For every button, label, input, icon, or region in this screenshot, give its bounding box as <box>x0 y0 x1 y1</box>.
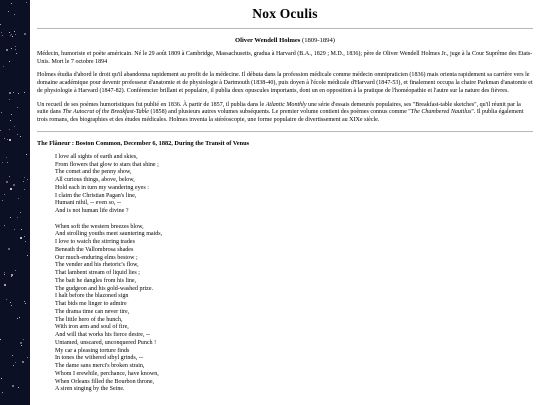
star-dot <box>2 200 3 201</box>
poem-line: And is not human life divine ? <box>55 208 129 215</box>
poem-line: I halt before the blazoned sign <box>55 293 129 300</box>
star-dot <box>11 114 12 115</box>
star-dot <box>24 33 26 35</box>
poem-line: Whom I erewhile, perchance, have known, <box>55 370 159 377</box>
poem-line: With iron arm and soul of fire, <box>55 324 129 331</box>
star-dot <box>9 32 10 33</box>
magazine-title: Atlantic Monthly <box>265 101 307 108</box>
star-dot <box>22 361 24 363</box>
poem-line: From flowers that glow to stars that shine ; <box>55 161 159 168</box>
star-dot <box>21 229 22 230</box>
star-dot <box>2 162 3 163</box>
poem-line: All curious things, above, below, <box>55 177 135 184</box>
star-dot <box>19 317 20 318</box>
poem-line: Humani nihil, -- even so, -- <box>55 200 121 207</box>
star-dot <box>10 217 11 218</box>
star-dot <box>7 162 8 163</box>
bio-paragraph-2: Holmes étudia d'abord le droit qu'il abandonna rapidement au profit de la médecine. Il débuta dans la profession médicale comme médecin omnipraticien (1836) mais orienta rapidement sa carrière vers le domaine académique pour devenir professeur d'anatomie et de physiologie à Dartmouth (1838-40), puis doyen à l'école médicale d'Harvard (1847-53), et finalement occupa la chaire Parkman d'anatomie et de physiologie à Harvard (1847-82). Conférencier brillant et populaire, il publia deux opuscules importants, dont un en opposition à la pratique de l'homéopathie et l'autre sur la nature des fièvres. <box>37 72 533 94</box>
star-dot <box>4 225 5 226</box>
poem-line: The bait he dangles from his line, <box>55 277 137 284</box>
poem-line: The drama time can never tire, <box>55 308 130 315</box>
bio-text: une série d'essais demeurés populaires, ses "Breakfast-table sketches", qu'il réunit par la suite dans <box>37 101 521 116</box>
main-content <box>37 0 533 405</box>
bio-paragraph-3 <box>37 102 533 125</box>
star-dot <box>18 198 19 199</box>
star-dot <box>15 362 16 363</box>
star-dot <box>3 66 4 67</box>
star-dot <box>9 99 10 100</box>
star-dot <box>23 181 24 182</box>
star-dot <box>10 35 11 36</box>
star-dot <box>15 46 16 47</box>
star-dot <box>13 92 14 93</box>
star-dot <box>10 302 11 303</box>
star-dot <box>6 157 7 158</box>
star-dot <box>27 255 28 256</box>
star-dot <box>20 136 21 137</box>
star-dot <box>10 120 11 121</box>
poem-line: I love all sights of earth and skies, <box>55 153 138 160</box>
poem-line: And strolling youths meet sauntering maids, <box>55 231 163 238</box>
star-dot <box>24 177 25 178</box>
star-dot <box>6 49 8 51</box>
star-dot <box>14 14 15 15</box>
starfield-sidebar <box>0 0 30 405</box>
divider <box>37 28 533 29</box>
poem-line: That bids me linger to admire <box>55 301 127 308</box>
star-dot <box>17 134 18 135</box>
star-dot <box>0 24 1 25</box>
star-dot <box>23 339 24 340</box>
star-dot <box>26 2 27 3</box>
star-dot <box>25 303 26 304</box>
poem-line: When soft the western breezes blow, <box>55 223 144 230</box>
star-dot <box>24 189 25 190</box>
poem-line: Hold each in turn my wandering eyes : <box>55 184 149 191</box>
author-dates: (1809-1894) <box>302 37 335 44</box>
poem-title: The Flâneur : Boston Common, December 6, 1882, During the Transit of Venus <box>37 139 250 147</box>
star-dot <box>9 129 10 130</box>
star-dot <box>7 139 8 140</box>
star-dot <box>8 248 10 250</box>
star-dot <box>18 387 19 388</box>
poem-line: When Orleans filled the Bourbon throne, <box>55 378 155 385</box>
star-dot <box>0 339 1 340</box>
poem-line: I claim the Christian Pagan's line, <box>55 192 137 199</box>
poem-line: The little hero of the hunch, <box>55 316 123 323</box>
star-dot <box>20 237 22 239</box>
star-dot <box>27 179 28 180</box>
poem-stanza <box>55 154 533 216</box>
star-dot <box>6 299 7 300</box>
bio-text: ". Il publia également trois romans, des biographies et des études médicales. Holmes inventa la stéréoscopie, une forme populaire de divertissement au XIXe siècle. <box>37 109 524 124</box>
star-dot <box>11 305 12 306</box>
poem-line: That lambent stream of liquid lies ; <box>55 270 140 277</box>
star-dot <box>4 272 5 273</box>
book-title: The Autocrat of the Breakfast-Table <box>62 109 149 116</box>
star-dot <box>8 11 9 12</box>
star-dot <box>1 32 2 33</box>
star-dot <box>1 112 2 113</box>
star-dot <box>14 229 15 230</box>
star-dot <box>2 35 3 36</box>
star-dot <box>4 284 6 286</box>
star-dot <box>15 270 16 271</box>
poem-stanza <box>55 224 533 395</box>
page-title: Nox Oculis <box>252 6 318 21</box>
star-dot <box>14 31 15 32</box>
poem-reference: The Chambered Nautilus <box>410 109 472 116</box>
star-dot <box>11 3 12 4</box>
bio-text: Un recueil de ses poèmes humoristiques fut publié en 1836. À partir de 1857, il publia dans le <box>37 101 266 108</box>
star-dot <box>12 385 14 387</box>
poem-line: The comet and the penny show, <box>55 169 132 176</box>
poem-line: The dame sans merci's broken strain, <box>55 363 145 370</box>
star-dot <box>15 34 16 35</box>
star-dot <box>24 301 25 302</box>
star-dot <box>21 345 22 346</box>
star-dot <box>14 126 15 127</box>
poem-line: Our much-enduring elms bestow ; <box>55 254 138 261</box>
star-dot <box>17 107 18 108</box>
star-dot <box>4 274 5 275</box>
poem-line: Beneath the Vallombrosa shades <box>55 246 134 253</box>
star-dot <box>9 176 10 177</box>
star-dot <box>27 357 28 358</box>
poem-line: Untamed, unscared, unconquered Punch ! <box>55 339 157 346</box>
star-dot <box>15 49 16 50</box>
star-dot <box>0 130 1 131</box>
star-dot <box>4 194 5 195</box>
star-dot <box>13 365 14 366</box>
star-dot <box>9 92 11 94</box>
star-dot <box>11 34 12 35</box>
bio-paragraph-1: Médecin, humoriste et poète américain. Né le 29 août 1809 à Cambridge, Massachusetts, gradua à Harvard (B.A., 1829 ; M.D., 1836); père de Oliver Wendell Holmes Jr., juge à la Cour Suprême des Etats-Unis. Mort le 7 octobre 1894 <box>37 51 533 65</box>
author-heading <box>37 37 533 44</box>
poem-line: A siren singing by the Seine. <box>55 386 125 393</box>
poem-line: The gudgeon and his gold-washed prize. <box>55 285 154 292</box>
star-dot <box>20 342 22 344</box>
star-dot <box>20 212 21 213</box>
star-dot <box>24 92 25 93</box>
star-dot <box>26 154 27 155</box>
poem-line: The vender and his rhetoric's flow, <box>55 262 139 269</box>
star-dot <box>12 36 13 37</box>
star-dot <box>9 139 11 141</box>
poem-line: I love to watch the stirring trades <box>55 239 135 246</box>
star-dot <box>13 184 15 186</box>
star-dot <box>4 138 5 139</box>
poem-line: And will that works his fierce desire, -- <box>55 332 151 339</box>
poem-line: My car a pleasing torture finds <box>55 347 130 354</box>
star-dot <box>16 53 17 54</box>
star-dot <box>24 236 25 237</box>
star-dot <box>18 93 19 94</box>
star-dot <box>17 318 18 319</box>
bio-text: (1858) and plusieurs autres volumes subséquents. Le premier volume contient des poèmes connus comme " <box>148 109 411 116</box>
poem-line: In tones the withered sibyl grinds, -- <box>55 355 143 362</box>
star-dot <box>17 217 18 218</box>
star-dot <box>11 48 12 49</box>
divider <box>37 131 533 132</box>
star-dot <box>11 276 12 277</box>
star-dot <box>6 181 8 183</box>
author-name: Oliver Wendell Holmes <box>235 37 301 44</box>
star-dot <box>9 61 10 62</box>
star-dot <box>1 378 2 379</box>
star-dot <box>10 188 12 190</box>
star-dot <box>2 392 3 393</box>
star-dot <box>12 355 13 356</box>
star-dot <box>25 241 26 242</box>
